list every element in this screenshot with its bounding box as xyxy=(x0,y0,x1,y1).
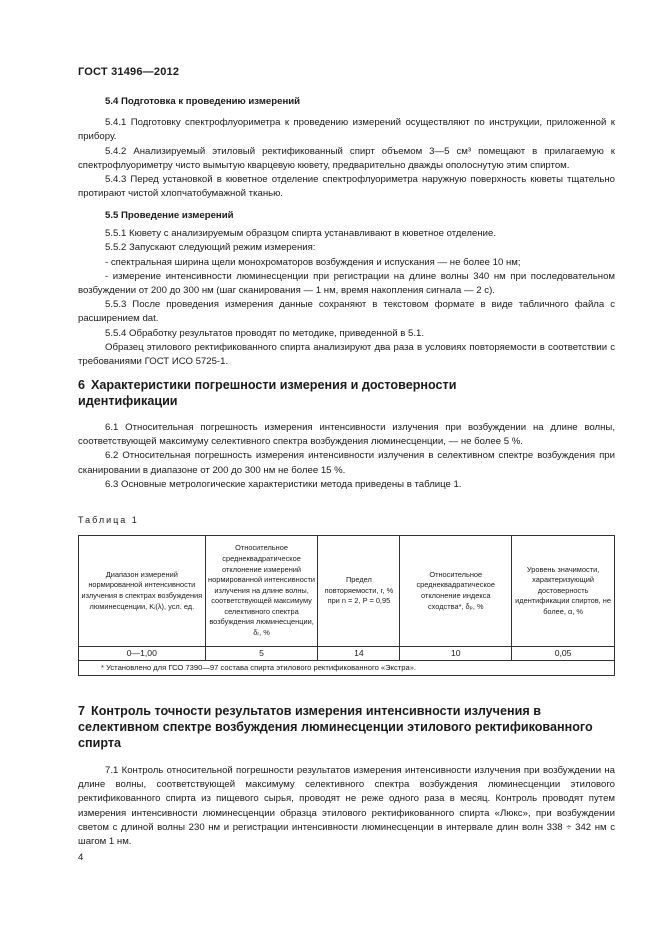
table-header-cell: Относительное среднеквадратическое отклонение индекса сходства*, δₚ, % xyxy=(400,536,512,647)
paragraph: Образец этилового ректификованного спирта анализируют два раза в условиях повторяемости в соответствии с требованиями ГОСТ ИСО 5725-1. xyxy=(78,341,615,368)
section-title: Контроль точности результатов измерения интенсивности излучения в селективном спектре возбуждения люминесценции этилового ректификованного спирта xyxy=(78,704,593,750)
table-footnote: * Установлено для ГСО 7390—97 состава спирта этилового ректификованного «Экстра». xyxy=(79,661,615,676)
section-5-5 xyxy=(78,209,615,369)
table-footnote-row xyxy=(79,661,615,676)
paragraph: 5.5.3 После проведения измерения данные сохраняют в текстовом формате в виде табличного файла с расширением dat. xyxy=(78,299,615,325)
table-cell: 0,05 xyxy=(512,647,615,661)
section-number: 6 xyxy=(78,378,86,392)
list-item: - спектральная ширина щели монохроматоров возбуждения и испускания — не более 10 нм; xyxy=(105,256,521,268)
paragraph: 5.4.1 Подготовку спектрофлуориметра к проведению измерений осуществляют по инструкции, приложенной к прибору. xyxy=(78,117,615,143)
table-cell: 14 xyxy=(318,647,400,661)
table-header-row xyxy=(79,536,615,647)
paragraph: 6.1 Относительная погрешность измерения интенсивности излучения при возбуждении на длине волны, соответствующей максимуму селективного спектра возбуждения люминесценции, — не более 5 %. xyxy=(78,422,615,448)
section-7-body xyxy=(78,764,615,849)
section-number: 7 xyxy=(78,704,86,718)
section-6-heading xyxy=(78,377,558,409)
table-1 xyxy=(78,535,615,676)
document-header: ГОСТ 31496—2012 xyxy=(78,66,180,78)
section-5-4 xyxy=(78,95,615,201)
paragraph: 5.5.2 Запускают следующий режим измерения: xyxy=(105,242,316,254)
table-header-cell: Диапазон измерений нормированной интенсивности излучения в спектрах возбуждения люминесценции, Kᵢ(λ), усл. ед. xyxy=(79,536,206,647)
section-title: Характеристики погрешности измерения и достоверности идентификации xyxy=(78,378,457,408)
paragraph: 6.2 Относительная погрешность измерения интенсивности излучения в селективном спектре возбуждения при сканировании в диапазоне от 200 до 300 нм не более 15 %. xyxy=(78,450,615,476)
table-caption: Таблица 1 xyxy=(78,515,139,525)
paragraph: 5.5.1 Кювету с анализируемым образцом спирта устанавливают в кюветное отделение. xyxy=(105,228,496,240)
table-cell: 10 xyxy=(400,647,512,661)
paragraph: 5.5.4 Обработку результатов проводят по методике, приведенной в 5.1. xyxy=(105,327,425,339)
section-7-heading xyxy=(78,703,598,751)
section-heading: 5.4 Подготовка к проведению измерений xyxy=(105,96,301,107)
table-header-cell: Предел повторяемости, r, % при n = 2, P = 0,95 xyxy=(318,536,400,647)
paragraph: 5.4.3 Перед установкой в кюветное отделение спектрофлуориметра наружную поверхность кюветы тщательно протирают чистой хлопчатобумажной тканью. xyxy=(78,174,615,200)
paragraph: 6.3 Основные метрологические характеристики метода приведены в таблице 1. xyxy=(105,478,462,490)
page-number: 4 xyxy=(78,852,84,863)
paragraph: 7.1 Контроль относительной погрешности результатов измерения интенсивности излучения при возбуждении на длине волны, соответствующей максимуму селективного спектра возбуждения люминесценции этилового ректификованного спирта из пищевого сырья, проводят не реже одного раза в месяц. Контроль проводят путем измерения интенсивности люминесценции образца этилового ректификованного спирта «Люкс», при возбуждении светом с длиной волны 230 нм и регистрации интенсивности люминесценции в интервале длин волн 338 ÷ 342 нм с шагом 1 нм. xyxy=(78,765,615,848)
section-heading: 5.5 Проведение измерений xyxy=(105,210,234,221)
list-item: - измерение интенсивности люминесценции при регистрации на длине волны 340 нм при последовательном возбуждении от 200 до 300 нм (шаг сканирования — 1 нм, время накопления сигнала — 2 с). xyxy=(78,270,615,297)
section-6-body xyxy=(78,421,615,492)
table-row xyxy=(79,647,615,661)
table-header-cell: Относительное среднеквадратическое отклонение измерений нормированной интенсивности излучения на длине волны, соответствующей максимуму селективного спектра возбуждения люминесценции, δᵣ, % xyxy=(205,536,318,647)
paragraph: 5.4.2 Анализируемый этиловый ректификованный спирт объемом 3—5 см³ помещают в прилагаемую к спектрофлуориметру чисто вымытую кварцевую кювету, предварительно дважды ополоснутую этим спиртом. xyxy=(78,145,615,171)
table-cell: 5 xyxy=(205,647,318,661)
table-cell: 0—1,00 xyxy=(79,647,206,661)
table-header-cell: Уровень значимости, характеризующий достоверность идентификации спиртов, не более, α, % xyxy=(512,536,615,647)
